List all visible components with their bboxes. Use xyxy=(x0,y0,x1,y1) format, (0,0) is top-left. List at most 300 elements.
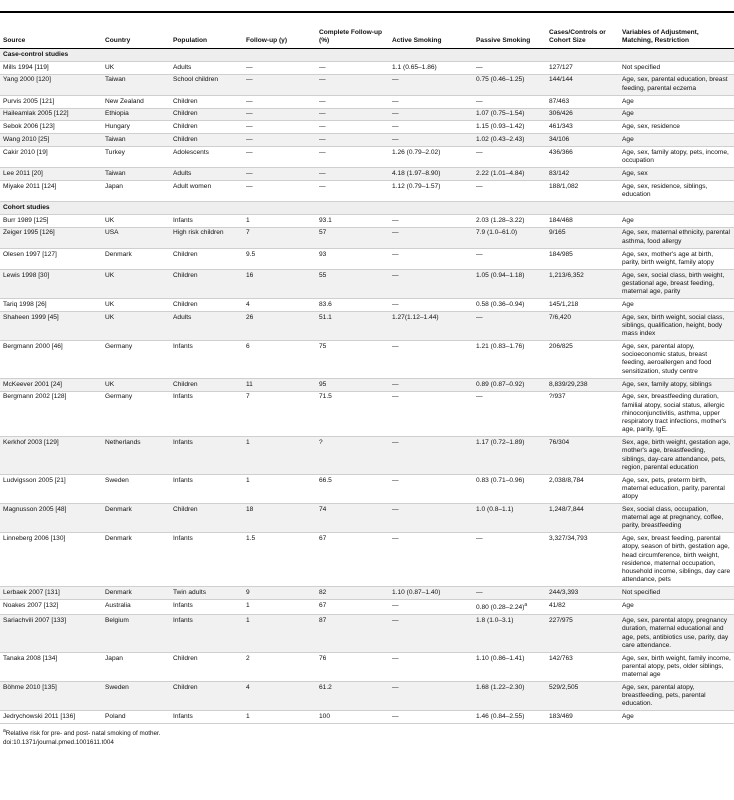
cell-text: Taiwan xyxy=(105,169,126,177)
cell-variables xyxy=(619,600,734,615)
cell-active-smoking xyxy=(389,299,473,312)
cell-text: Age xyxy=(622,136,634,143)
header-source: Source xyxy=(0,13,102,49)
cell-text: — xyxy=(392,300,399,308)
cell-passive-smoking xyxy=(473,615,546,653)
cell-active-smoking xyxy=(389,108,473,121)
cell-complete-follow-up xyxy=(316,311,389,340)
cell-country xyxy=(102,168,170,181)
table-row xyxy=(0,437,734,475)
cell-text: 74 xyxy=(319,505,327,513)
cell-text: Ethiopia xyxy=(105,110,129,118)
cell-variables xyxy=(619,533,734,587)
cell-text: — xyxy=(246,76,253,84)
cell-complete-follow-up xyxy=(316,227,389,248)
cell-population xyxy=(170,474,243,503)
cell-text: Infants xyxy=(173,439,193,447)
cell-text: Children xyxy=(173,683,198,691)
cell-text: Age, sex, parental atopy, breastfeeding, pets, parental education. xyxy=(622,683,706,708)
cell-text: 87/463 xyxy=(549,97,570,105)
cell-passive-smoking xyxy=(473,533,546,587)
cell-text: 4.18 (1.97–8.90) xyxy=(392,169,441,177)
cell-follow-up xyxy=(243,711,316,724)
cell-complete-follow-up xyxy=(316,108,389,121)
header-passive-smoking: Passive Smoking xyxy=(473,13,546,49)
cell-text: 16 xyxy=(246,271,254,279)
table-row xyxy=(0,248,734,269)
cell-active-smoking xyxy=(389,587,473,600)
cell-text: Lewis 1998 [30] xyxy=(3,271,50,279)
cell-text: 188/1,082 xyxy=(549,182,579,190)
cell-complete-follow-up xyxy=(316,269,389,298)
cell-text: — xyxy=(476,393,483,401)
cell-complete-follow-up xyxy=(316,341,389,379)
table-row xyxy=(0,474,734,503)
cell-text: — xyxy=(392,216,399,224)
cell-text: 7/6,420 xyxy=(549,313,571,321)
cell-country xyxy=(102,108,170,121)
footnote-text-line xyxy=(3,728,731,739)
cell-text: — xyxy=(319,182,326,190)
cell-text: Wang 2010 [25] xyxy=(3,136,50,143)
cell-passive-smoking xyxy=(473,269,546,298)
cell-passive-smoking xyxy=(473,504,546,533)
cell-text: Infants xyxy=(173,535,193,543)
cell-active-smoking xyxy=(389,682,473,711)
cell-follow-up xyxy=(243,74,316,95)
cell-cases-controls xyxy=(546,533,619,587)
cell-follow-up xyxy=(243,121,316,134)
table-row xyxy=(0,269,734,298)
cell-active-smoking xyxy=(389,121,473,134)
cell-active-smoking xyxy=(389,168,473,181)
section-row xyxy=(0,201,734,214)
cell-complete-follow-up xyxy=(316,615,389,653)
cell-complete-follow-up xyxy=(316,504,389,533)
cell-text: — xyxy=(392,271,399,279)
cell-source xyxy=(0,269,102,298)
cell-population xyxy=(170,134,243,147)
cell-text: 1 xyxy=(246,476,250,484)
cell-country xyxy=(102,74,170,95)
cell-text: Jedrychowski 2011 [136] xyxy=(3,713,76,721)
cell-active-smoking xyxy=(389,227,473,248)
cell-source xyxy=(0,121,102,134)
cell-follow-up xyxy=(243,311,316,340)
cell-text: 67 xyxy=(319,535,327,543)
cell-passive-smoking xyxy=(473,474,546,503)
cell-text: Infants xyxy=(173,216,193,224)
cell-population xyxy=(170,600,243,615)
table-row xyxy=(0,134,734,147)
cell-text: 1.8 (1.0–3.1) xyxy=(476,617,514,625)
cell-text: Taiwan xyxy=(105,136,126,143)
cell-text: 67 xyxy=(319,602,327,610)
cell-passive-smoking xyxy=(473,248,546,269)
header-cases-controls: Cases/Controls or Cohort Size xyxy=(546,13,619,49)
cell-variables xyxy=(619,391,734,437)
cell-text: 100 xyxy=(319,713,331,721)
cell-text: Adults xyxy=(173,313,192,321)
cell-active-smoking xyxy=(389,248,473,269)
cell-complete-follow-up xyxy=(316,61,389,74)
cell-population xyxy=(170,299,243,312)
cell-population xyxy=(170,168,243,181)
cell-text: Denmark xyxy=(105,589,132,597)
cell-follow-up xyxy=(243,61,316,74)
cell-text: 7 xyxy=(246,393,250,401)
cell-text: Japan xyxy=(105,182,123,190)
cell-country xyxy=(102,533,170,587)
header-complete-follow-up: Complete Follow-up (%) xyxy=(316,13,389,49)
cell-text: — xyxy=(392,393,399,401)
cell-cases-controls xyxy=(546,147,619,168)
cell-source xyxy=(0,61,102,74)
cell-complete-follow-up xyxy=(316,533,389,587)
cell-text: 1 xyxy=(246,617,250,625)
cell-text: — xyxy=(392,535,399,543)
cell-text: 1.21 (0.83–1.76) xyxy=(476,342,525,350)
cell-text: Ludvigsson 2005 [21] xyxy=(3,476,66,484)
studies-table xyxy=(0,12,734,724)
cell-text: Yang 2000 [120] xyxy=(3,76,51,84)
cell-text: — xyxy=(476,250,483,258)
cell-population xyxy=(170,180,243,201)
cell-text: UK xyxy=(105,63,115,71)
cell-cases-controls xyxy=(546,341,619,379)
cell-follow-up xyxy=(243,615,316,653)
cell-passive-smoking xyxy=(473,391,546,437)
cell-text: — xyxy=(392,380,399,388)
cell-text: Tariq 1998 [26] xyxy=(3,300,47,308)
cell-text: 1.05 (0.94–1.18) xyxy=(476,271,525,279)
cell-population xyxy=(170,587,243,600)
cell-variables xyxy=(619,652,734,681)
cell-variables xyxy=(619,108,734,121)
cell-complete-follow-up xyxy=(316,391,389,437)
cell-follow-up xyxy=(243,180,316,201)
cell-country xyxy=(102,600,170,615)
cell-source xyxy=(0,227,102,248)
cell-text: 66.5 xyxy=(319,476,332,484)
table-row xyxy=(0,168,734,181)
cell-population xyxy=(170,711,243,724)
cell-text: Olesen 1997 [127] xyxy=(3,250,57,258)
cell-text: Age, sex, parental education, breast feeding, parental eczema xyxy=(622,76,728,92)
cell-population xyxy=(170,95,243,108)
cell-text: — xyxy=(319,123,326,131)
cell-text: 2,038/8,784 xyxy=(549,476,584,484)
cell-passive-smoking xyxy=(473,437,546,475)
cell-passive-smoking xyxy=(473,600,546,615)
cell-follow-up xyxy=(243,108,316,121)
cell-source xyxy=(0,615,102,653)
cell-text: — xyxy=(246,182,253,190)
cell-text: 1.5 xyxy=(246,535,256,543)
table-row xyxy=(0,108,734,121)
doi-text: doi:10.1371/journal.pmed.1001611.t004 xyxy=(3,738,114,746)
cell-variables xyxy=(619,147,734,168)
cell-text: 0.75 (0.46–1.25) xyxy=(476,76,525,84)
cell-population xyxy=(170,121,243,134)
cell-variables xyxy=(619,74,734,95)
cell-passive-smoking xyxy=(473,652,546,681)
cell-text: — xyxy=(246,148,253,156)
section-title: Case-control studies xyxy=(0,49,734,62)
cell-text: Age, sex, parental atopy, socioeconomic status, breast feeding, aeroallergen and food sensitization, study centre xyxy=(622,342,712,375)
cell-text: — xyxy=(319,63,326,71)
cell-text: 3,327/34,793 xyxy=(549,535,588,543)
cell-text: — xyxy=(392,476,399,484)
cell-follow-up xyxy=(243,214,316,227)
cell-passive-smoking xyxy=(473,121,546,134)
cell-text: ? xyxy=(319,439,323,447)
cell-population xyxy=(170,248,243,269)
cell-text: Bergmann 2002 [128] xyxy=(3,393,67,401)
table-row xyxy=(0,652,734,681)
cell-text: Children xyxy=(173,97,198,105)
cell-variables xyxy=(619,269,734,298)
cell-source xyxy=(0,682,102,711)
cell-country xyxy=(102,269,170,298)
cell-text: Children xyxy=(173,123,198,131)
section-row xyxy=(0,49,734,62)
header-follow-up: Follow-up (y) xyxy=(243,13,316,49)
cell-country xyxy=(102,248,170,269)
cell-text: 0.89 (0.87–0.92) xyxy=(476,380,525,388)
cell-text: 95 xyxy=(319,380,327,388)
cell-text: 529/2,505 xyxy=(549,683,579,691)
cell-text: Children xyxy=(173,380,198,388)
cell-text: — xyxy=(392,683,399,691)
cell-text: — xyxy=(476,63,483,71)
cell-text: Not specified xyxy=(622,63,661,71)
cell-text: Age xyxy=(622,300,634,308)
cell-source xyxy=(0,95,102,108)
cell-cases-controls xyxy=(546,61,619,74)
cell-text: — xyxy=(246,169,253,177)
cell-complete-follow-up xyxy=(316,378,389,391)
cell-text: Age xyxy=(622,602,634,610)
cell-text: Haileamlak 2005 [122] xyxy=(3,110,69,118)
cell-active-smoking xyxy=(389,652,473,681)
cell-follow-up xyxy=(243,134,316,147)
cell-passive-smoking xyxy=(473,299,546,312)
cell-variables xyxy=(619,587,734,600)
cell-source xyxy=(0,652,102,681)
cell-follow-up xyxy=(243,474,316,503)
cell-text: Zeiger 1995 [126] xyxy=(3,229,55,237)
cell-text: Mills 1994 [119] xyxy=(3,63,49,71)
table-body xyxy=(0,49,734,724)
cell-text: — xyxy=(392,654,399,662)
cell-text: — xyxy=(476,182,483,190)
cell-variables xyxy=(619,711,734,724)
cell-passive-smoking xyxy=(473,227,546,248)
cell-text: — xyxy=(392,602,399,610)
table-row xyxy=(0,121,734,134)
cell-text: — xyxy=(246,97,253,105)
cell-variables xyxy=(619,121,734,134)
table-row xyxy=(0,227,734,248)
cell-text: — xyxy=(392,123,399,131)
table-row xyxy=(0,61,734,74)
cell-active-smoking xyxy=(389,269,473,298)
cell-text: — xyxy=(476,313,483,321)
cell-text: Infants xyxy=(173,602,193,610)
cell-text: McKeever 2001 [24] xyxy=(3,380,63,388)
cell-complete-follow-up xyxy=(316,299,389,312)
cell-text: Denmark xyxy=(105,535,132,543)
cell-text: Germany xyxy=(105,342,133,350)
cell-text: — xyxy=(476,535,483,543)
cell-population xyxy=(170,378,243,391)
cell-population xyxy=(170,147,243,168)
cell-text: Taiwan xyxy=(105,76,126,84)
cell-cases-controls xyxy=(546,269,619,298)
cell-text: — xyxy=(392,110,399,118)
cell-text: 1 xyxy=(246,713,250,721)
cell-country xyxy=(102,587,170,600)
cell-population xyxy=(170,504,243,533)
cell-active-smoking xyxy=(389,74,473,95)
cell-text: — xyxy=(392,250,399,258)
cell-active-smoking xyxy=(389,134,473,147)
cell-text: 2 xyxy=(246,654,250,662)
cell-population xyxy=(170,391,243,437)
cell-text: 75 xyxy=(319,342,327,350)
cell-active-smoking xyxy=(389,533,473,587)
cell-variables xyxy=(619,61,734,74)
cell-text: — xyxy=(319,148,326,156)
cell-population xyxy=(170,269,243,298)
cell-follow-up xyxy=(243,682,316,711)
cell-text: Belgium xyxy=(105,617,129,625)
cell-cases-controls xyxy=(546,682,619,711)
cell-text: — xyxy=(392,229,399,237)
cell-text: ?/937 xyxy=(549,393,566,401)
cell-text: Denmark xyxy=(105,505,132,513)
cell-text: 1 xyxy=(246,439,250,447)
cell-text: Sweden xyxy=(105,476,129,484)
cell-complete-follow-up xyxy=(316,711,389,724)
table-row xyxy=(0,378,734,391)
cell-follow-up xyxy=(243,147,316,168)
cell-passive-smoking xyxy=(473,147,546,168)
cell-complete-follow-up xyxy=(316,95,389,108)
cell-text: — xyxy=(246,136,253,143)
cell-text: Japan xyxy=(105,654,123,662)
cell-population xyxy=(170,652,243,681)
cell-text: Twin adults xyxy=(173,589,206,597)
cell-cases-controls xyxy=(546,311,619,340)
header-country: Country xyxy=(102,13,170,49)
cell-text: 2.03 (1.28–3.22) xyxy=(476,216,525,224)
cell-text: 6 xyxy=(246,342,250,350)
cell-complete-follow-up xyxy=(316,121,389,134)
cell-text: — xyxy=(476,589,483,597)
cell-source xyxy=(0,391,102,437)
cell-text: — xyxy=(319,97,326,105)
cell-text: — xyxy=(392,617,399,625)
cell-text: Germany xyxy=(105,393,133,401)
cell-complete-follow-up xyxy=(316,214,389,227)
cell-text: 0.83 (0.71–0.96) xyxy=(476,476,525,484)
cell-source xyxy=(0,311,102,340)
section-title: Cohort studies xyxy=(0,201,734,214)
cell-country xyxy=(102,214,170,227)
cell-passive-smoking xyxy=(473,134,546,147)
cell-text: Age xyxy=(622,97,634,105)
footnote-text: Relative risk for pre- and post- natal smoking of mother. xyxy=(5,730,161,738)
cell-cases-controls xyxy=(546,121,619,134)
cell-text: 0.80 (0.28–2.24) xyxy=(476,604,525,612)
cell-active-smoking xyxy=(389,180,473,201)
cell-text: — xyxy=(246,110,253,118)
cell-source xyxy=(0,533,102,587)
cell-country xyxy=(102,299,170,312)
cell-text: Age, sex, birth weight, social class, siblings, qualification, height, body mass index xyxy=(622,313,725,338)
cell-cases-controls xyxy=(546,108,619,121)
cell-text: 82 xyxy=(319,589,327,597)
cell-text: Age, sex, residence, siblings, education xyxy=(622,182,708,198)
cell-source xyxy=(0,474,102,503)
cell-text: Netherlands xyxy=(105,439,141,447)
cell-passive-smoking xyxy=(473,108,546,121)
cell-complete-follow-up xyxy=(316,600,389,615)
cell-population xyxy=(170,74,243,95)
cell-text: 51.1 xyxy=(319,313,332,321)
cell-source xyxy=(0,168,102,181)
cell-follow-up xyxy=(243,168,316,181)
cell-text: 9 xyxy=(246,589,250,597)
cell-text: 1.02 (0.43–2.43) xyxy=(476,136,525,143)
table-row xyxy=(0,299,734,312)
cell-follow-up xyxy=(243,533,316,587)
cell-text: 1.12 (0.79–1.57) xyxy=(392,182,441,190)
cell-text: 306/426 xyxy=(549,110,573,118)
cell-cases-controls xyxy=(546,134,619,147)
cell-follow-up xyxy=(243,299,316,312)
cell-variables xyxy=(619,299,734,312)
cell-cases-controls xyxy=(546,587,619,600)
cell-text: Infants xyxy=(173,476,193,484)
cell-text: Age, sex xyxy=(622,169,648,177)
cell-text: USA xyxy=(105,229,119,237)
cell-complete-follow-up xyxy=(316,652,389,681)
cell-text: — xyxy=(246,123,253,131)
cell-cases-controls xyxy=(546,437,619,475)
cell-text: 461/343 xyxy=(549,123,573,131)
cell-passive-smoking xyxy=(473,168,546,181)
cell-text: Sebok 2006 [123] xyxy=(3,123,55,131)
cell-active-smoking xyxy=(389,600,473,615)
cell-text: Burr 1989 [125] xyxy=(3,216,49,224)
cell-text: — xyxy=(476,148,483,156)
cell-text: 71.5 xyxy=(319,393,332,401)
cell-text: High risk children xyxy=(173,229,224,237)
cell-text: Linneberg 2006 [130] xyxy=(3,535,66,543)
cell-source xyxy=(0,437,102,475)
cell-text: — xyxy=(392,342,399,350)
cell-text: Cakir 2010 [19] xyxy=(3,148,48,156)
cell-text: Age, sex, mother's age at birth, parity, birth weight, family atopy xyxy=(622,250,714,266)
cell-text: 76/304 xyxy=(549,439,570,447)
cell-variables xyxy=(619,504,734,533)
cell-text: Adult women xyxy=(173,182,212,190)
header-active-smoking: Active Smoking xyxy=(389,13,473,49)
table-row xyxy=(0,391,734,437)
